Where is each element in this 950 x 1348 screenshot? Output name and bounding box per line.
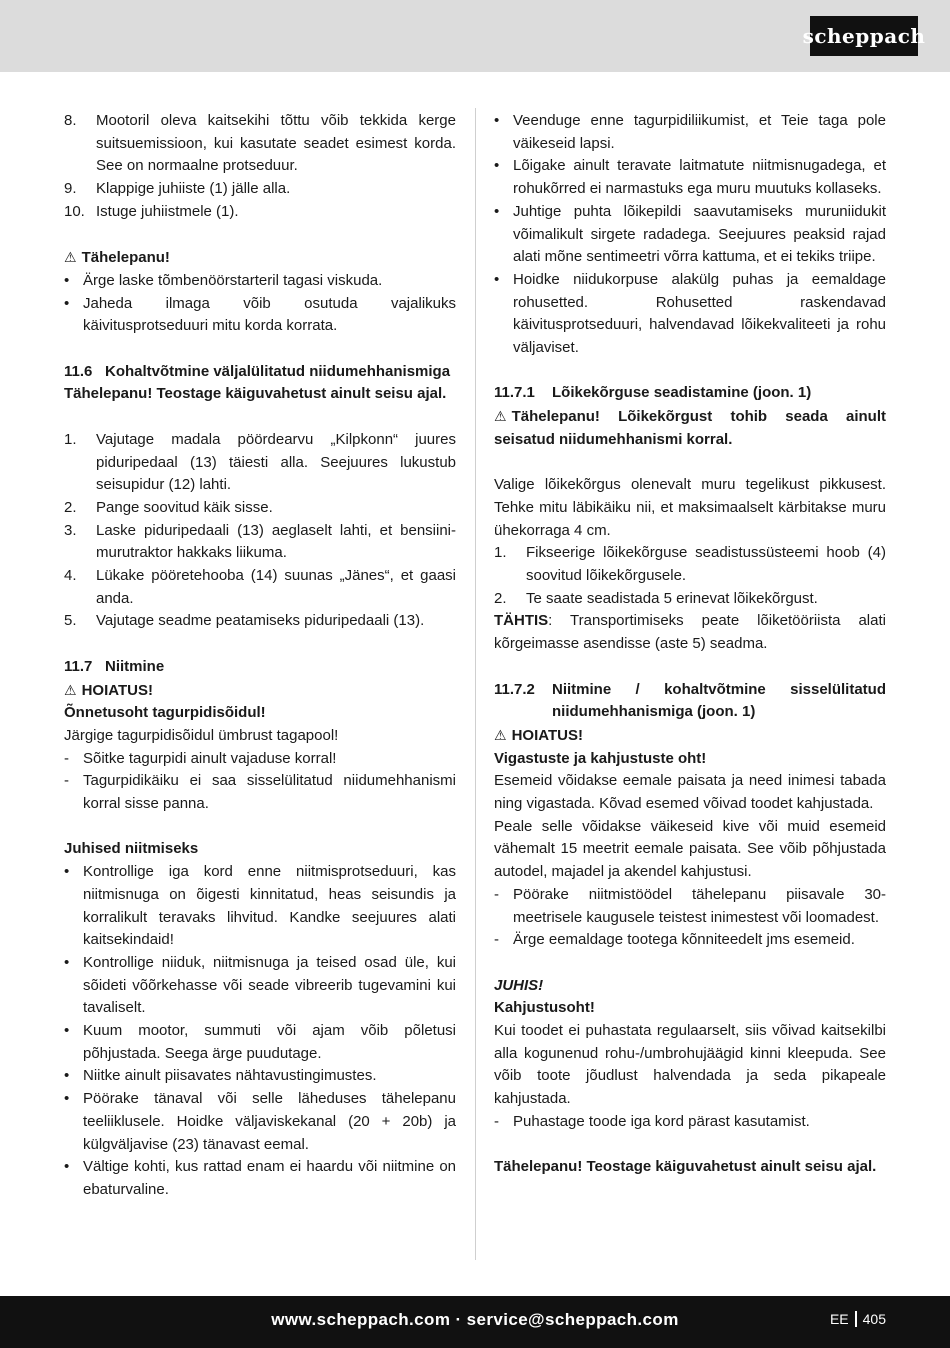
attention-heading: ⚠ Tähelepanu! <box>64 246 456 270</box>
section-heading-11-7: 11.7 Niitmine <box>64 657 165 675</box>
list-item: 9. Klappige juhiiste (1) jälle alla. <box>64 180 291 198</box>
danger-title: Vigastuste ja kahjustuste oht! <box>494 749 707 767</box>
right-column <box>494 110 886 1179</box>
list-item: - Pöörake niitmistöödel tähelepanu piisavale 30-meetrisele kaugusele teistest inimestest või loomadest. <box>494 885 886 926</box>
note-title: Kahjustusoht! <box>494 999 595 1017</box>
list-item: • Ärge laske tõmbenöörstarteril tagasi viskuda. <box>64 271 383 289</box>
list-item: • Kontrollige iga kord enne niitmisprotseduuri, kas niitmisnuga on õigesti kinnitatud, heas seisundis ja korralikult teravaks lihvitud. Kandke seejuures alati kaitsekindaid! <box>64 863 456 949</box>
list-item: 5. Vajutage seadme peatamiseks piduripedaali (13). <box>64 612 425 630</box>
list-item: 3. Laske piduripedaali (13) aeglaselt lahti, et bensiini-murutraktor hakkaks liikuma. <box>64 521 456 562</box>
danger-text: Järgige tagurpidisõidul ümbrust tagapool! <box>64 726 339 744</box>
warning-heading: ⚠ HOIATUS! <box>64 679 456 703</box>
separator <box>855 1311 857 1327</box>
section-heading-11-7-2: 11.7.2 Niitmine / kohaltvõtmine sisselülitatud niidumehhanismiga (joon. 1) <box>494 680 886 721</box>
list-item: • Kontrollige niiduk, niitmisnuga ja teised osad üle, kui sõideti võõrkehasse või seade vibreerib tugevamini kui tavaliselt. <box>64 953 456 1017</box>
logo-text: scheppach <box>802 24 926 48</box>
danger-title: Õnnetusoht tagurpidisõidul! <box>64 704 266 722</box>
page-footer <box>0 1296 950 1348</box>
attention-note: Tähelepanu! Teostage käiguvahetust ainult seisu ajal. <box>494 1158 877 1176</box>
list-item: • Hoidke niidukorpuse alakülg puhas ja eemaldage rohusetted. Rohusetted raskendavad käivitusprotseduuri, halvendavad lõikekvaliteeti ja rohu väljaviset. <box>494 270 886 357</box>
list-item: 4. Lükake pööretehooba (14) suunas „Jänes“, et gaasi anda. <box>64 567 456 607</box>
list-item: 1. Fikseerige lõikekõrguse seadistussüsteemi hoob (4) soovitud lõikekõrgusele. <box>494 544 886 585</box>
list-item: 10. Istuge juhiistmele (1). <box>64 202 239 220</box>
footer-contact: www.scheppach.com · service@scheppach.com <box>271 1310 679 1329</box>
column-divider <box>475 108 476 1260</box>
list-item: • Vältige kohti, kus rattad enam ei haardu või niitmine on ebaturvaline. <box>64 1158 456 1198</box>
warning-triangle-icon: ⚠ <box>494 726 507 743</box>
body-text: Kui toodet ei puhastata regulaarselt, siis võivad kaitsekilbi alla kogunenud rohu-/umbrohujäägid kinni kleepuda. See võib toote jõudlust halvendada ja seda pikapeale kahjustada. <box>494 1022 886 1108</box>
attention-note: Tähelepanu! Teostage käiguvahetust ainult seisu ajal. <box>64 385 447 403</box>
list-item: • Lõigake ainult teravate laitmatute niitmisnugadega, et rohukõrred ei narmastuks ega muru muutuks kollaseks. <box>494 157 886 198</box>
list-item: - Puhastage toode iga kord pärast kasutamist. <box>494 1112 810 1130</box>
section-heading-11-7-1: 11.7.1 Lõikekõrguse seadistamine (joon. 1) <box>494 384 812 402</box>
list-item: - Sõitke tagurpidi ainult vajaduse korral! <box>64 749 337 767</box>
list-item: 2. Te saate seadistada 5 erinevat lõikekõrgust. <box>494 589 818 607</box>
list-item: 2. Pange soovitud käik sisse. <box>64 498 273 516</box>
list-item: - Ärge eemaldage tootega kõnniteedelt jms esemeid. <box>494 931 855 949</box>
left-column <box>64 110 456 1202</box>
page-number-value: 405 <box>862 1311 886 1327</box>
list-item: • Kuum mootor, summuti või ajam võib põletusi põhjustada. Seega ärge puudutage. <box>64 1022 456 1062</box>
list-item: • Jaheda ilmaga võib osutuda vajalikuks käivitusprotseduuri mitu korda korrata. <box>64 294 456 335</box>
list-item: - Tagurpidikäiku ei saa sisselülitatud niidumehhanismi korral sisse panna. <box>64 772 456 813</box>
body-text: Esemeid võidakse eemale paisata ja need inimesi tabada ning vigastada. Kõvad esemed võivad toodet kahjustada. <box>494 772 886 813</box>
list-item: • Pöörake tänaval või selle läheduses tähelepanu teeliiklusele. Hoidke väljaviskekanal (20 + 20b) ja külgväljavise (23) tänavast eemal. <box>64 1090 456 1153</box>
list-item: • Juhtige puhta lõikepildi saavutamiseks muruniidukit võimalikult sirgete radadega. Seejuures peaksid rajad alati mõne sentimeetri võrra kattuma, et ei tekiks triipe. <box>494 202 886 266</box>
list-item: • Niitke ainult piisavates nähtavustingimustes. <box>64 1067 377 1085</box>
attention-note: ⚠ Tähelepanu! Lõikekõrgust tohib seada ainult seisatud niidumehhanismi korral. <box>494 405 886 451</box>
section-heading-11-6: 11.6 Kohaltvõtmine väljalülitatud niidumehhanismiga <box>64 362 451 380</box>
language-code: EE <box>829 1311 849 1327</box>
warning-triangle-icon: ⚠ <box>64 681 77 698</box>
list-item: 1. Vajutage madala pöördearvu „Kilpkonn“ juures piduripedaal (13) täiesti alla. Seejuures lukustub seisupidur (12) lahti. <box>64 430 456 494</box>
page-header <box>0 0 950 72</box>
important-note: TÄHTIS: Transportimiseks peate lõiketööriista alati kõrgeimasse asendisse (aste 5) seadma. <box>494 612 886 653</box>
warning-heading: ⚠ HOIATUS! <box>494 724 886 748</box>
body-text: Peale selle võidakse väikeseid kive või muid esemeid vähemalt 15 meetrit eemale paisata. See võib põhjustada autodel, majadel ja akendel kahjustusi. <box>494 817 886 881</box>
warning-triangle-icon: ⚠ <box>64 249 77 266</box>
body-text: Valige lõikekõrgus olenevalt muru tegelikust pikkusest. Tehke mitu läbikäiku nii, et maksimaalselt kärbitakse muru ühekorraga 4 cm. <box>494 476 886 539</box>
guide-heading: Juhised niitmiseks <box>64 840 199 858</box>
scheppach-logo <box>802 16 926 56</box>
page-number <box>830 1311 886 1327</box>
warning-triangle-icon: ⚠ <box>494 408 507 425</box>
list-item: 8. Mootoril oleva kaitsekihi tõttu võib tekkida kerge suitsuemissioon, kui kasutate seadet esimest korda. See on normaalne protseduur. <box>64 112 456 175</box>
note-label: JUHIS! <box>494 976 544 994</box>
list-item: • Veenduge enne tagurpidiliikumist, et Teie taga pole väikeseid lapsi. <box>494 112 886 152</box>
